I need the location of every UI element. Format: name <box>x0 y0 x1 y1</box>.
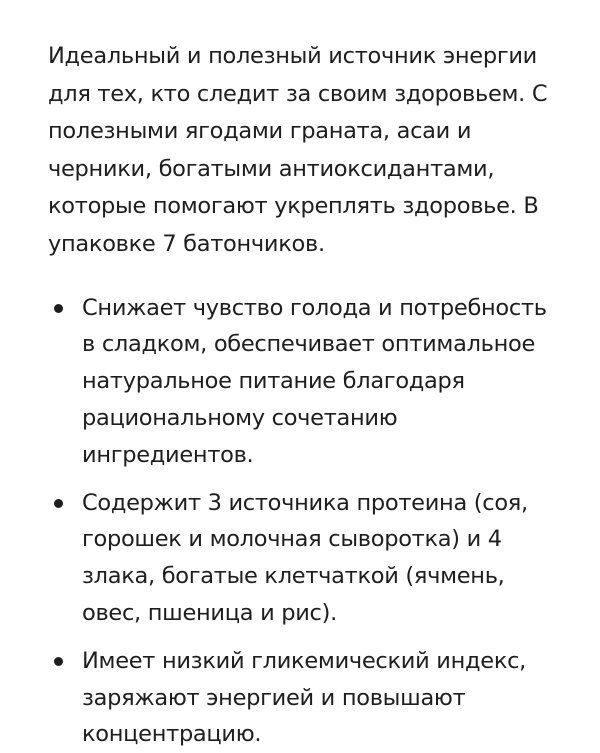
list-item-text: Содержит 3 источника протеина (соя, горошек и молочная сыворотка) и 4 злака, богатые клетчаткой (ячмень, овес, пшеница и рис). <box>82 489 528 626</box>
benefits-list <box>48 290 564 753</box>
bullet-icon <box>54 499 63 508</box>
list-item-text: Снижает чувство голода и потребность в сладком, обеспечивает оптимальное натуральное питание благодаря рациональному сочетанию ингредиентов. <box>82 294 547 468</box>
list-item-text: Имеет низкий гликемический индекс, заряжают энергией и повышают концентрацию. <box>82 647 527 748</box>
list-item <box>48 643 564 753</box>
list-item <box>48 290 564 474</box>
list-item <box>48 485 564 632</box>
intro-paragraph: Идеальный и полезный источник энергии для тех, кто следит за своим здоровьем. С полезными ягодами граната, асаи и черники, богатыми антиоксидантами, которые помогают укреплять здоровье. В упаковке 7 батончиков. <box>48 43 548 257</box>
bullet-icon <box>54 304 63 313</box>
bullet-icon <box>54 657 63 666</box>
